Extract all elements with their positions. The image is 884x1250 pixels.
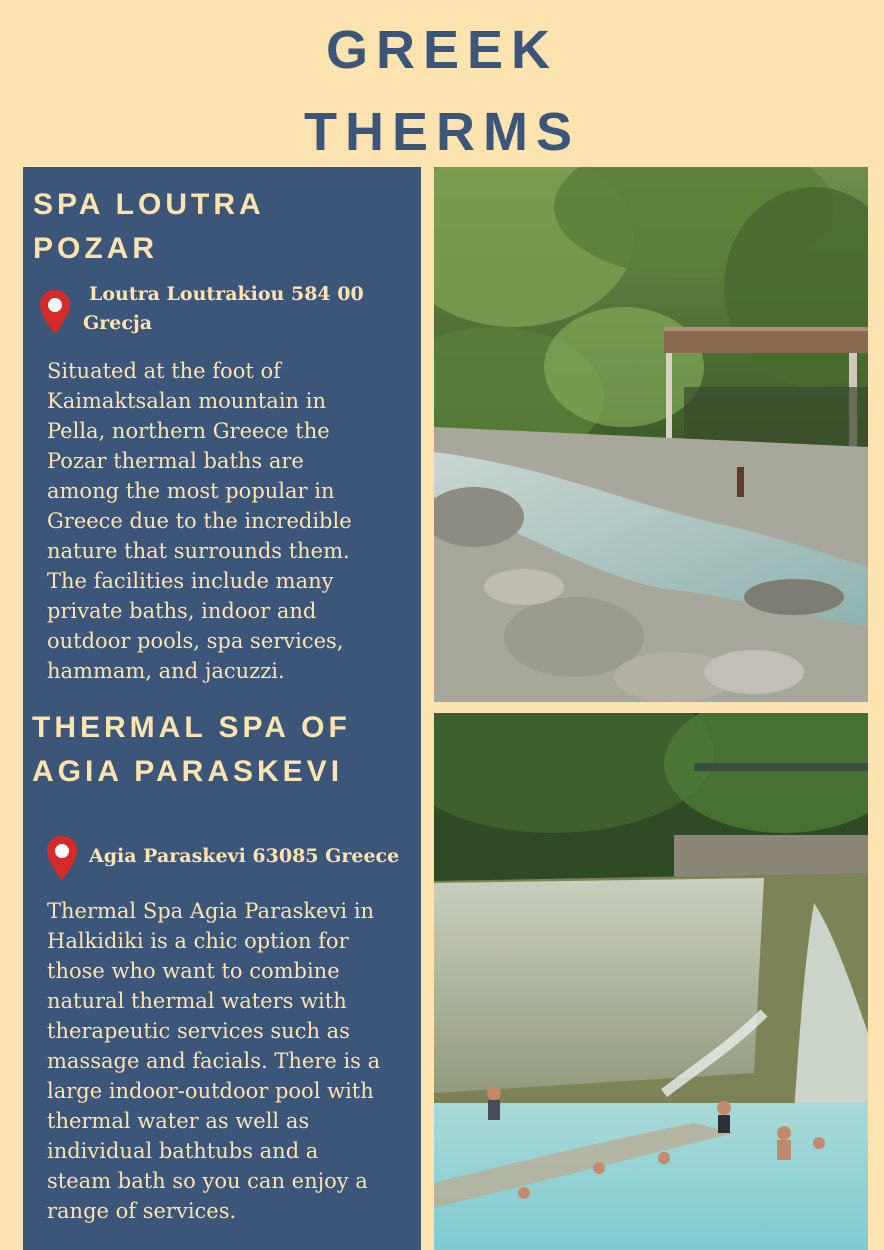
description-line: massage and facials. There is a (47, 1049, 381, 1073)
section-heading-line: POZAR (33, 232, 158, 265)
agia-paraskevi-waterfall-photo (434, 713, 868, 1250)
description-pozar (47, 356, 407, 686)
description-line: private baths, indoor and (47, 599, 317, 623)
description-line: Pella, northern Greece the (47, 419, 330, 443)
address-pozar (83, 280, 364, 338)
description-line: thermal water as well as (47, 1109, 310, 1133)
info-panel (23, 167, 421, 1250)
description-line: hammam, and jacuzzi. (47, 659, 285, 683)
description-line: therapeutic services such as (47, 1019, 350, 1043)
description-line: The facilities include many (47, 569, 334, 593)
description-line: individual bathtubs and a (47, 1139, 319, 1163)
address-line: Grecja (83, 312, 153, 334)
section-heading-line: AGIA PARASKEVI (32, 755, 344, 788)
description-line: Thermal Spa Agia Paraskevi in (47, 899, 375, 923)
description-line: natural thermal waters with (47, 989, 347, 1013)
description-line: outdoor pools, spa services, (47, 629, 344, 653)
description-line: Pozar thermal baths are (47, 449, 304, 473)
description-line: Halkidiki is a chic option for (47, 929, 349, 953)
description-line: large indoor-outdoor pool with (47, 1079, 374, 1103)
page-title-line-2: THERMS (304, 102, 580, 162)
description-line: Greece due to the incredible (47, 509, 352, 533)
description-line: among the most popular in (47, 479, 335, 503)
description-line: Situated at the foot of (47, 359, 281, 383)
pozar-river-photo (434, 167, 868, 702)
section-heading-line: THERMAL SPA OF (32, 711, 351, 744)
page-title-line-1: GREEK (325, 20, 559, 80)
description-line: those who want to combine (47, 959, 340, 983)
section-heading-agia-paraskevi (32, 706, 351, 794)
section-heading-line: SPA LOUTRA (33, 188, 265, 221)
location-pin-icon (38, 288, 72, 336)
section-heading-pozar (33, 183, 265, 271)
location-pin-icon (45, 834, 79, 882)
description-line: Kaimaktsalan mountain in (47, 389, 326, 413)
address-line: Loutra Loutrakiou 584 00 (89, 283, 364, 305)
description-line: nature that surrounds them. (47, 539, 350, 563)
description-line: range of services. (47, 1199, 237, 1223)
address-agia-paraskevi: Agia Paraskevi 63085 Greece (89, 845, 400, 867)
description-line: steam bath so you can enjoy a (47, 1169, 368, 1193)
description-agia-paraskevi (47, 896, 407, 1226)
